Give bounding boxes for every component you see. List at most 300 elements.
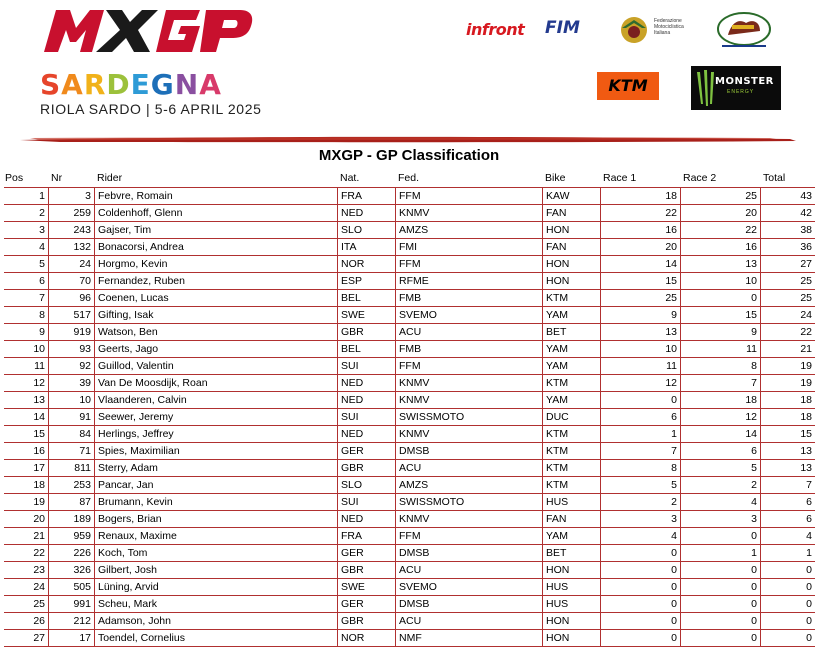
table-row <box>4 596 815 613</box>
cell-fed: SWISSMOTO <box>395 409 542 425</box>
cell-nat: GBR <box>337 613 395 629</box>
monster-subtext: ENERGY <box>727 89 755 95</box>
cell-pos: 18 <box>33 479 45 491</box>
cell-bike: FAN <box>542 205 600 221</box>
cell-total: 42 <box>760 205 815 221</box>
cell-race2: 10 <box>680 273 760 289</box>
cell-pos: 20 <box>33 513 45 525</box>
cell-race1: 13 <box>600 324 680 340</box>
cell-pos: 9 <box>39 326 45 338</box>
cell-fed: DMSB <box>395 443 542 459</box>
table-row <box>4 477 815 494</box>
cell-race1: 8 <box>600 460 680 476</box>
table-row <box>4 545 815 562</box>
cell-nat: SUI <box>337 358 395 374</box>
cell-race1: 3 <box>600 511 680 527</box>
cell-race2: 7 <box>680 375 760 391</box>
cell-nr: 326 <box>48 562 94 578</box>
table-row <box>4 613 815 630</box>
cell-race1: 0 <box>600 596 680 612</box>
cell-fed: SVEMO <box>395 307 542 323</box>
column-header-race2: Race 2 <box>683 172 717 184</box>
infront-logo: infront <box>466 20 525 39</box>
cell-total: 25 <box>760 273 815 289</box>
cell-race1: 7 <box>600 443 680 459</box>
mxgp-logo <box>40 6 254 54</box>
monster-energy-logo <box>691 66 781 110</box>
cell-fed: DMSB <box>395 596 542 612</box>
cell-total: 18 <box>760 409 815 425</box>
cell-race2: 3 <box>680 511 760 527</box>
cell-rider: Coldenhoff, Glenn <box>94 205 337 221</box>
cell-fed: KNMV <box>395 375 542 391</box>
table-row <box>4 562 815 579</box>
table-row <box>4 324 815 341</box>
cell-fed: KNMV <box>395 426 542 442</box>
cell-fed: SWISSMOTO <box>395 494 542 510</box>
cell-nat: GBR <box>337 324 395 340</box>
cell-rider: Toendel, Cornelius <box>94 630 337 646</box>
cell-total: 6 <box>760 494 815 510</box>
cell-race1: 4 <box>600 528 680 544</box>
cell-fed: AMZS <box>395 477 542 493</box>
cell-total: 13 <box>760 460 815 476</box>
table-row <box>4 392 815 409</box>
cell-race2: 25 <box>680 188 760 204</box>
cell-nat: GER <box>337 596 395 612</box>
cell-total: 36 <box>760 239 815 255</box>
cell-race1: 1 <box>600 426 680 442</box>
cell-pos: 14 <box>33 411 45 423</box>
ktm-text: KTM <box>608 76 648 95</box>
cell-race1: 2 <box>600 494 680 510</box>
cell-total: 38 <box>760 222 815 238</box>
cell-race1: 16 <box>600 222 680 238</box>
cell-nat: FRA <box>337 528 395 544</box>
cell-rider: Sterry, Adam <box>94 460 337 476</box>
cell-nr: 212 <box>48 613 94 629</box>
cell-nr: 96 <box>48 290 94 306</box>
cell-pos: 11 <box>34 360 45 372</box>
cell-nat: GER <box>337 443 395 459</box>
cell-race1: 0 <box>600 630 680 646</box>
table-row <box>4 426 815 443</box>
cell-pos: 25 <box>33 598 45 610</box>
cell-race1: 0 <box>600 579 680 595</box>
cell-total: 1 <box>760 545 815 561</box>
cell-rider: Spies, Maximilian <box>94 443 337 459</box>
cell-pos: 8 <box>39 309 45 321</box>
cell-race1: 0 <box>600 562 680 578</box>
cell-nat: SUI <box>337 494 395 510</box>
cell-bike: FAN <box>542 511 600 527</box>
cell-bike: BET <box>542 545 600 561</box>
cell-race2: 20 <box>680 205 760 221</box>
cell-total: 7 <box>760 477 815 493</box>
table-row <box>4 460 815 477</box>
cell-race2: 0 <box>680 579 760 595</box>
cell-pos: 26 <box>33 615 45 627</box>
cell-race2: 16 <box>680 239 760 255</box>
column-header-pos: Pos <box>5 172 24 184</box>
cell-bike: HON <box>542 630 600 646</box>
cell-bike: HUS <box>542 596 600 612</box>
cell-pos: 13 <box>33 394 45 406</box>
cell-pos: 21 <box>33 530 45 542</box>
cell-total: 0 <box>760 630 815 646</box>
cell-race1: 0 <box>600 613 680 629</box>
cell-pos: 6 <box>39 275 45 287</box>
cell-race2: 0 <box>680 562 760 578</box>
cell-race1: 12 <box>600 375 680 391</box>
cell-bike: BET <box>542 324 600 340</box>
cell-rider: Gifting, Isak <box>94 307 337 323</box>
cell-pos: 3 <box>39 224 45 236</box>
cell-rider: Van De Moosdijk, Roan <box>94 375 337 391</box>
fmi-emblem-icon <box>618 14 650 46</box>
cell-total: 43 <box>760 188 815 204</box>
cell-bike: KAW <box>542 188 600 204</box>
cell-bike: KTM <box>542 375 600 391</box>
cell-nr: 84 <box>48 426 94 442</box>
cell-fed: ACU <box>395 324 542 340</box>
cell-nat: SWE <box>337 579 395 595</box>
cell-race1: 14 <box>600 256 680 272</box>
cell-race2: 5 <box>680 460 760 476</box>
cell-race2: 18 <box>680 392 760 408</box>
table-header-row <box>4 170 815 187</box>
cell-total: 0 <box>760 596 815 612</box>
cell-total: 6 <box>760 511 815 527</box>
cell-bike: KTM <box>542 443 600 459</box>
cell-fed: FFM <box>395 528 542 544</box>
table-row <box>4 630 815 647</box>
cell-nat: ESP <box>337 273 395 289</box>
cell-race2: 6 <box>680 443 760 459</box>
cell-rider: Vlaanderen, Calvin <box>94 392 337 408</box>
cell-race2: 11 <box>680 341 760 357</box>
cell-pos: 16 <box>33 445 45 457</box>
cell-nr: 10 <box>48 392 94 408</box>
event-name <box>40 70 222 100</box>
cell-nat: SWE <box>337 307 395 323</box>
cell-total: 13 <box>760 443 815 459</box>
cell-total: 22 <box>760 324 815 340</box>
cell-fed: SVEMO <box>395 579 542 595</box>
cell-nr: 87 <box>48 494 94 510</box>
cell-fed: ACU <box>395 613 542 629</box>
cell-bike: DUC <box>542 409 600 425</box>
cell-pos: 22 <box>33 547 45 559</box>
cell-rider: Herlings, Jeffrey <box>94 426 337 442</box>
cell-pos: 1 <box>39 190 45 202</box>
cell-bike: HON <box>542 562 600 578</box>
cell-race1: 20 <box>600 239 680 255</box>
cell-race2: 9 <box>680 324 760 340</box>
table-row <box>4 222 815 239</box>
cell-rider: Watson, Ben <box>94 324 337 340</box>
table-row <box>4 187 815 205</box>
cell-rider: Febvre, Romain <box>94 188 337 204</box>
cell-nr: 17 <box>48 630 94 646</box>
cell-pos: 4 <box>39 241 45 253</box>
cell-nat: NOR <box>337 256 395 272</box>
cell-nat: NED <box>337 511 395 527</box>
cell-bike: YAM <box>542 528 600 544</box>
event-subtitle: RIOLA SARDO | 5-6 APRIL 2025 <box>40 101 262 117</box>
cell-total: 0 <box>760 613 815 629</box>
cell-pos: 12 <box>33 377 45 389</box>
cell-nr: 39 <box>48 375 94 391</box>
cell-race1: 6 <box>600 409 680 425</box>
cell-fed: NMF <box>395 630 542 646</box>
cell-race2: 0 <box>680 613 760 629</box>
cell-rider: Pancar, Jan <box>94 477 337 493</box>
cell-nr: 71 <box>48 443 94 459</box>
cell-rider: Fernandez, Ruben <box>94 273 337 289</box>
fmi-text: Federazione Motociclistica Italiana <box>654 18 684 36</box>
monster-text: MONSTER <box>715 76 774 87</box>
cell-race2: 8 <box>680 358 760 374</box>
table-row <box>4 528 815 545</box>
event-letter: E <box>130 68 151 101</box>
cell-nr: 24 <box>48 256 94 272</box>
cell-bike: YAM <box>542 341 600 357</box>
cell-race2: 14 <box>680 426 760 442</box>
cell-bike: YAM <box>542 392 600 408</box>
column-header-nat: Nat. <box>340 172 360 184</box>
event-letter: N <box>174 68 200 101</box>
cell-nat: NED <box>337 426 395 442</box>
cell-rider: Adamson, John <box>94 613 337 629</box>
cell-total: 19 <box>760 358 815 374</box>
sardinia-logo <box>716 11 772 49</box>
cell-nat: GBR <box>337 562 395 578</box>
cell-nr: 517 <box>48 307 94 323</box>
cell-race1: 15 <box>600 273 680 289</box>
cell-fed: FFM <box>395 188 542 204</box>
cell-pos: 27 <box>33 632 45 644</box>
table-row <box>4 205 815 222</box>
cell-nr: 189 <box>48 511 94 527</box>
cell-fed: DMSB <box>395 545 542 561</box>
cell-nat: FRA <box>337 188 395 204</box>
cell-nat: BEL <box>337 341 395 357</box>
cell-rider: Coenen, Lucas <box>94 290 337 306</box>
cell-fed: KNMV <box>395 511 542 527</box>
cell-bike: HON <box>542 273 600 289</box>
cell-fed: RFME <box>395 273 542 289</box>
cell-total: 18 <box>760 392 815 408</box>
cell-nr: 70 <box>48 273 94 289</box>
table-row <box>4 375 815 392</box>
column-header-bike: Bike <box>545 172 566 184</box>
event-letter: G <box>150 68 175 101</box>
cell-pos: 23 <box>33 564 45 576</box>
cell-race1: 9 <box>600 307 680 323</box>
cell-race1: 22 <box>600 205 680 221</box>
header-divider <box>0 134 818 144</box>
cell-nat: BEL <box>337 290 395 306</box>
cell-nr: 92 <box>48 358 94 374</box>
cell-nr: 259 <box>48 205 94 221</box>
cell-rider: Guillod, Valentin <box>94 358 337 374</box>
cell-pos: 17 <box>33 462 45 474</box>
cell-race1: 10 <box>600 341 680 357</box>
cell-race2: 15 <box>680 307 760 323</box>
cell-total: 27 <box>760 256 815 272</box>
cell-race1: 25 <box>600 290 680 306</box>
column-header-race1: Race 1 <box>603 172 637 184</box>
cell-race2: 22 <box>680 222 760 238</box>
cell-total: 15 <box>760 426 815 442</box>
cell-pos: 15 <box>33 428 45 440</box>
event-letter: S <box>40 68 62 101</box>
cell-nat: ITA <box>337 239 395 255</box>
cell-fed: FFM <box>395 256 542 272</box>
cell-total: 19 <box>760 375 815 391</box>
cell-rider: Lüning, Arvid <box>94 579 337 595</box>
table-row <box>4 494 815 511</box>
cell-rider: Seewer, Jeremy <box>94 409 337 425</box>
table-row <box>4 579 815 596</box>
table-row <box>4 273 815 290</box>
cell-bike: KTM <box>542 290 600 306</box>
cell-race1: 18 <box>600 188 680 204</box>
cell-total: 21 <box>760 341 815 357</box>
cell-fed: AMZS <box>395 222 542 238</box>
cell-race2: 2 <box>680 477 760 493</box>
column-header-nr: Nr <box>51 172 63 184</box>
cell-nr: 93 <box>48 341 94 357</box>
cell-rider: Koch, Tom <box>94 545 337 561</box>
cell-pos: 10 <box>33 343 45 355</box>
cell-nat: SUI <box>337 409 395 425</box>
cell-rider: Gilbert, Josh <box>94 562 337 578</box>
cell-nr: 132 <box>48 239 94 255</box>
classification-table <box>4 170 815 647</box>
cell-pos: 7 <box>39 292 45 304</box>
cell-nr: 243 <box>48 222 94 238</box>
table-row <box>4 341 815 358</box>
cell-nat: SLO <box>337 477 395 493</box>
cell-rider: Horgmo, Kevin <box>94 256 337 272</box>
event-letter: D <box>106 68 131 101</box>
cell-bike: HON <box>542 256 600 272</box>
cell-pos: 19 <box>33 496 45 508</box>
column-header-rider: Rider <box>97 172 123 184</box>
fim-logo: FIM <box>545 18 580 38</box>
cell-race1: 0 <box>600 392 680 408</box>
cell-total: 0 <box>760 562 815 578</box>
cell-total: 24 <box>760 307 815 323</box>
cell-nr: 226 <box>48 545 94 561</box>
cell-bike: HON <box>542 222 600 238</box>
cell-nr: 505 <box>48 579 94 595</box>
cell-rider: Scheu, Mark <box>94 596 337 612</box>
cell-race1: 5 <box>600 477 680 493</box>
cell-fed: KNMV <box>395 205 542 221</box>
cell-nat: NOR <box>337 630 395 646</box>
cell-bike: YAM <box>542 358 600 374</box>
cell-total: 25 <box>760 290 815 306</box>
event-letter: A <box>61 68 84 101</box>
column-header-fed: Fed. <box>398 172 420 184</box>
cell-total: 4 <box>760 528 815 544</box>
cell-race1: 0 <box>600 545 680 561</box>
cell-pos: 24 <box>33 581 45 593</box>
cell-race2: 0 <box>680 596 760 612</box>
cell-nat: NED <box>337 205 395 221</box>
cell-rider: Bogers, Brian <box>94 511 337 527</box>
event-letter: R <box>83 68 107 101</box>
cell-rider: Renaux, Maxime <box>94 528 337 544</box>
cell-nr: 91 <box>48 409 94 425</box>
cell-fed: FMB <box>395 341 542 357</box>
cell-fed: FFM <box>395 358 542 374</box>
cell-race2: 0 <box>680 630 760 646</box>
cell-fed: KNMV <box>395 392 542 408</box>
table-row <box>4 239 815 256</box>
cell-race2: 12 <box>680 409 760 425</box>
table-row <box>4 358 815 375</box>
cell-rider: Geerts, Jago <box>94 341 337 357</box>
cell-rider: Brumann, Kevin <box>94 494 337 510</box>
cell-nr: 959 <box>48 528 94 544</box>
cell-bike: KTM <box>542 426 600 442</box>
cell-nr: 919 <box>48 324 94 340</box>
cell-nr: 811 <box>48 460 94 476</box>
cell-race2: 13 <box>680 256 760 272</box>
table-row <box>4 256 815 273</box>
cell-nat: GBR <box>337 460 395 476</box>
cell-bike: KTM <box>542 477 600 493</box>
cell-race2: 0 <box>680 290 760 306</box>
table-row <box>4 290 815 307</box>
cell-nr: 253 <box>48 477 94 493</box>
page-title: MXGP - GP Classification <box>318 147 500 164</box>
table-body <box>4 187 815 647</box>
cell-race1: 11 <box>600 358 680 374</box>
cell-rider: Bonacorsi, Andrea <box>94 239 337 255</box>
cell-fed: FMB <box>395 290 542 306</box>
cell-bike: KTM <box>542 460 600 476</box>
cell-rider: Gajser, Tim <box>94 222 337 238</box>
cell-total: 0 <box>760 579 815 595</box>
monster-claw-icon <box>693 68 717 108</box>
table-row <box>4 511 815 528</box>
cell-pos: 5 <box>39 258 45 270</box>
cell-nat: GER <box>337 545 395 561</box>
table-row <box>4 409 815 426</box>
ktm-logo <box>597 72 659 100</box>
cell-nat: NED <box>337 392 395 408</box>
cell-bike: FAN <box>542 239 600 255</box>
table-row <box>4 307 815 324</box>
cell-bike: HUS <box>542 494 600 510</box>
cell-pos: 2 <box>39 207 45 219</box>
fmi-logo <box>618 14 688 46</box>
cell-bike: HON <box>542 613 600 629</box>
column-header-total: Total <box>763 172 786 184</box>
cell-fed: ACU <box>395 460 542 476</box>
table-row <box>4 443 815 460</box>
cell-bike: HUS <box>542 579 600 595</box>
cell-nr: 991 <box>48 596 94 612</box>
cell-fed: ACU <box>395 562 542 578</box>
cell-nat: SLO <box>337 222 395 238</box>
event-letter: A <box>199 68 222 101</box>
